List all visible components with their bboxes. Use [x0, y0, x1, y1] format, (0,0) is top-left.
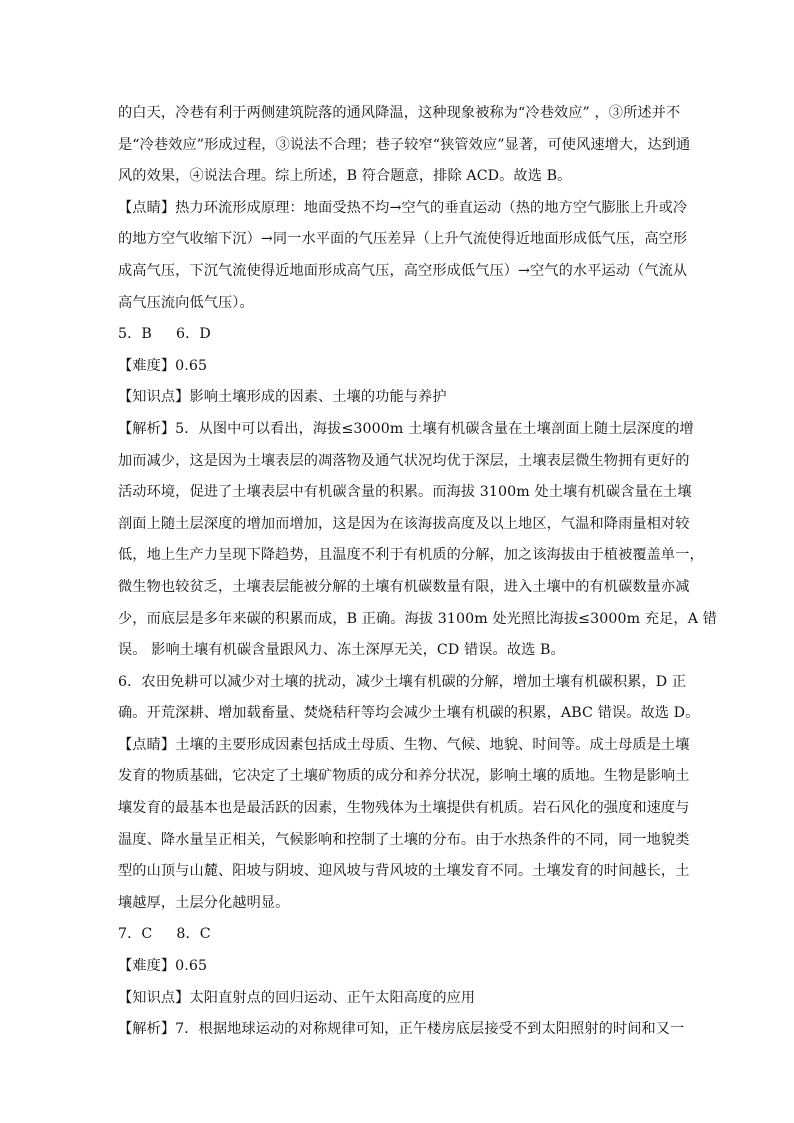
difficulty-line: 【难度】0.65 [118, 357, 208, 374]
analysis-line: 6．农田免耕可以减少对土壤的扰动，减少土壤有机碳的分解，增加土壤有机碳积累，D 正 [118, 673, 687, 690]
text-line: 风的效果，④说法合理。综上所述，B 符合题意，排除 ACD。故选 B。 [118, 168, 572, 185]
knowledge-line: 【知识点】影响土壤形成的因素、土壤的功能与养护 [118, 389, 447, 406]
tip-line: 【点睛】热力环流形成原理：地面受热不均→空气的垂直运动（热的地方空气膨胀上升或冷 [118, 199, 688, 216]
answer-line [118, 319, 678, 351]
tip-line: 壤发育的最基本也是最活跃的因素，生物残体为土壤提供有机质。岩石风化的强度和速度与 [118, 800, 690, 817]
document-page [118, 98, 717, 1046]
analysis-line: 低，地上生产力呈现下降趋势，且温度不利于有机质的分解，加之该海拔由于植被覆盖单一， [118, 547, 704, 564]
answer-6: 6．D [175, 326, 211, 343]
analysis-line: 微生物也较贫乏，土壤表层能被分解的土壤有机碳数量有限，进入土壤中的有机碳数量亦减 [118, 578, 690, 595]
tip-line: 温度、降水量呈正相关，气候影响和控制了土壤的分布。由于水热条件的不同，同一地貌类 [118, 831, 690, 848]
analysis-line: 少，而底层是多年来碳的积累而成，B 正确。海拔 3100m 处光照比海拔≤3000m 充足，A 错 [118, 610, 717, 627]
analysis-line: 误。 影响土壤有机碳含量跟风力、冻土深厚无关，CD 错误。故选 B。 [118, 642, 565, 659]
analysis-line: 【解析】7．根据地球运动的对称规律可知，正午楼房底层接受不到太阳照射的时间和又一 [118, 1021, 685, 1038]
tip-line: 壤越厚，土层分化越明显。 [118, 894, 290, 911]
analysis-line: 剖面上随土层深度的增加而增加，这是因为在该海拔高度及以上地区，气温和降雨量相对较 [118, 515, 690, 532]
tip-line: 高气压流向低气压）。 [118, 294, 254, 311]
tip-line: 的地方空气收缩下沉）→同一水平面的气压差异（上升气流使得近地面形成低气压，高空形 [118, 231, 688, 248]
tip-line: 成高气压，下沉气流使得近地面形成高气压，高空形成低气压）→空气的水平运动（气流从 [118, 262, 688, 279]
tip-line: 发育的物质基础，它决定了土壤矿物质的成分和养分状况，影响土壤的质地。生物是影响土 [118, 768, 690, 785]
analysis-line: 加而减少，这是因为土壤表层的凋落物及通气状况均优于深层，土壤表层微生物拥有更好的 [118, 452, 690, 469]
analysis-line: 确。开荒深耕、增加载畜量、焚烧秸秆等均会减少土壤有机碳的积累，ABC 错误。故选 D。 [118, 705, 700, 722]
text-line: 的白天，冷巷有利于两侧建筑院落的通风降温，这种现象被称为“冷巷效应” ，③所述并不 [118, 105, 681, 121]
analysis-line: 活动环境，促进了土壤表层中有机碳含量的积累。而海拔 3100m 处土壤有机碳含量在土壤 [118, 484, 692, 501]
tip-line: 型的山顶与山麓、阳坡与阴坡、迎风坡与背风坡的土壤发育不同。土壤发育的时间越长，土 [118, 863, 690, 880]
analysis-line: 【解析】5．从图中可以看出，海拔≤3000m 土壤有机碳含量在土壤剖面上随土层深度的增 [118, 420, 694, 437]
knowledge-line: 【知识点】太阳直射点的回归运动、正午太阳高度的应用 [118, 989, 476, 1006]
answer-line [118, 919, 678, 951]
tip-line: 【点睛】土壤的主要形成因素包括成土母质、生物、气候、地貌、时间等。成土母质是土壤 [118, 736, 690, 753]
answer-5: 5．B [118, 326, 152, 343]
answer-8: 8．C [176, 926, 211, 943]
text-line: 是“冷巷效应”形成过程，③说法不合理；巷子较窄“狭管效应”显著，可使风速增大，达到通 [118, 136, 691, 153]
answer-7: 7．C [118, 926, 153, 943]
difficulty-line: 【难度】0.65 [118, 958, 208, 975]
